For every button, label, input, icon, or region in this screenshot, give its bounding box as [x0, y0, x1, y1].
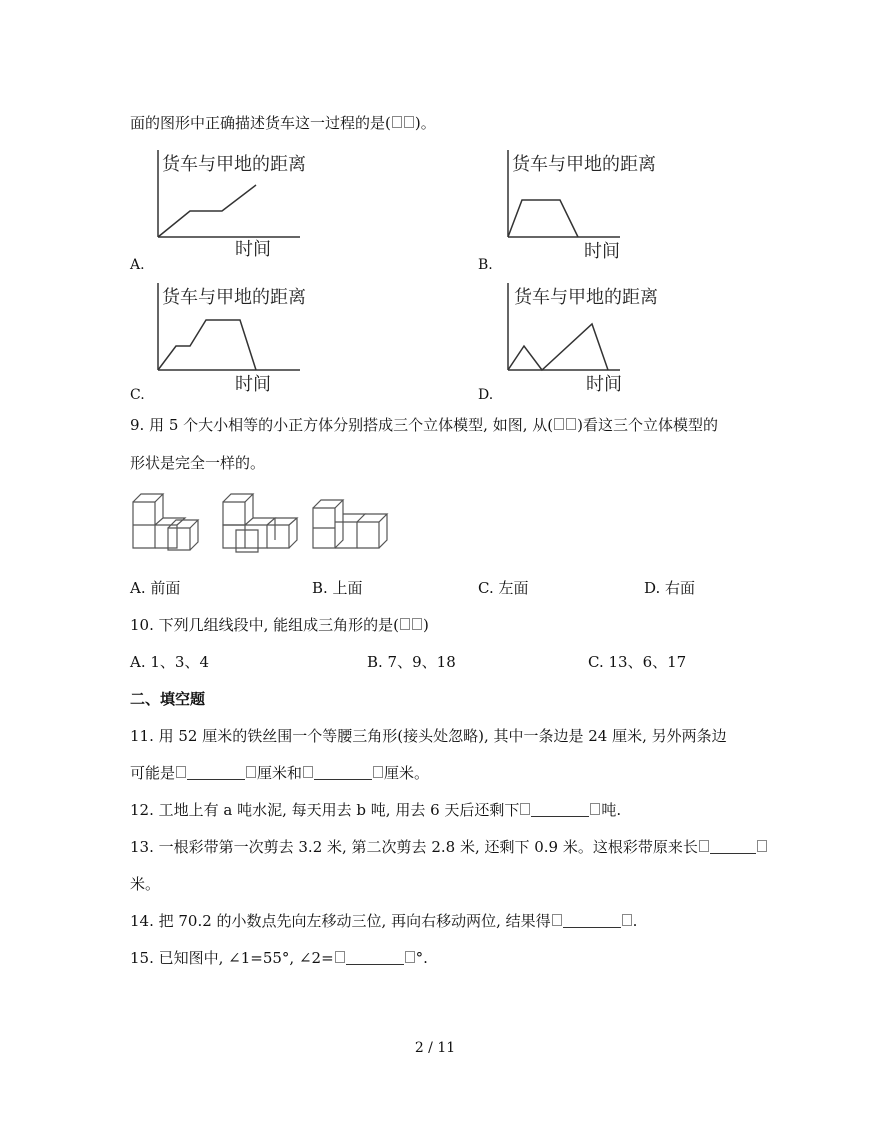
q9-option-d[interactable]: D. 右面 — [644, 579, 696, 597]
q8-option-d-label[interactable]: D. — [478, 387, 494, 403]
q10-option-a[interactable]: A. 1、3、4 — [130, 653, 209, 671]
q15-pre: 15. 已知图中, ∠1=55°, ∠2= — [130, 949, 334, 967]
q15 — [130, 948, 428, 968]
graph-ylabel: 货车与甲地的距离 — [514, 287, 658, 308]
answer-blank[interactable] — [563, 913, 621, 928]
q14-post: . — [632, 912, 638, 930]
graph-ylabel: 货车与甲地的距离 — [162, 287, 306, 308]
q8-stem-text: 面的图形中正确描述货车这一过程的是( — [130, 114, 391, 132]
q9-line1-pre: 9. 用 5 个大小相等的小正方体分别搭成三个立体模型, 如图, 从( — [130, 416, 554, 434]
answer-blank[interactable] — [710, 839, 756, 854]
blank-box — [520, 803, 530, 815]
blank-box — [405, 951, 415, 963]
page-number: 2 / 11 — [414, 1040, 456, 1056]
blank-box — [757, 840, 767, 852]
blank-box — [699, 840, 709, 852]
graph-xlabel: 时间 — [584, 241, 620, 262]
answer-blank-1[interactable] — [187, 765, 245, 780]
q10-option-c[interactable]: C. 13、6、17 — [588, 653, 687, 671]
q9-cube-models-figure — [128, 490, 398, 556]
answer-blank[interactable] — [346, 950, 404, 965]
q12-pre: 12. 工地上有 a 吨水泥, 每天用去 b 吨, 用去 6 天后还剩下 — [130, 801, 520, 819]
q10-stem-post: ) — [423, 616, 429, 634]
blank-box — [590, 803, 600, 815]
graph-ylabel: 货车与甲地的距离 — [162, 154, 306, 175]
blank-box — [373, 766, 383, 778]
blank-box — [176, 766, 186, 778]
q8-option-a-label[interactable]: A. — [130, 257, 145, 273]
graph-xlabel: 时间 — [235, 239, 271, 260]
q12-post: 吨. — [601, 801, 622, 819]
q12 — [130, 800, 621, 820]
blank-box — [335, 951, 345, 963]
q8-graph-b — [500, 145, 680, 265]
q9-stem-line2: 形状是完全一样的。 — [130, 454, 266, 472]
q10-stem-pre: 10. 下列几组线段中, 能组成三角形的是( — [130, 616, 400, 634]
blank-box — [392, 116, 402, 128]
blank-box — [400, 618, 410, 630]
blank-box — [552, 914, 562, 926]
q8-option-c-label[interactable]: C. — [130, 387, 145, 403]
blank-box — [404, 116, 414, 128]
q13-pre: 13. 一根彩带第一次剪去 3.2 米, 第二次剪去 2.8 米, 还剩下 0.9 米。这根彩带原来长 — [130, 838, 698, 856]
q9-option-a[interactable]: A. 前面 — [130, 579, 181, 597]
q8-option-b-label[interactable]: B. — [478, 257, 493, 273]
q15-post: °. — [415, 949, 428, 967]
q10-stem — [130, 615, 429, 635]
q9-line1-post: )看这三个立体模型的 — [577, 416, 718, 434]
q9-option-b[interactable]: B. 上面 — [312, 579, 363, 597]
graph-xlabel: 时间 — [235, 374, 271, 395]
graph-ylabel: 货车与甲地的距离 — [512, 154, 656, 175]
q8-stem — [130, 113, 436, 133]
blank-box — [246, 766, 256, 778]
q8-stem-tail: )。 — [414, 114, 436, 132]
q8-graph-a — [150, 145, 330, 265]
q11-line2-post: 厘米。 — [384, 764, 430, 782]
answer-blank[interactable] — [531, 802, 589, 817]
q10-option-b[interactable]: B. 7、9、18 — [367, 653, 456, 671]
answer-blank-2[interactable] — [314, 765, 372, 780]
section-heading-fill-blank: 二、填空题 — [130, 690, 206, 708]
blank-box — [412, 618, 422, 630]
graph-xlabel: 时间 — [586, 374, 622, 395]
q13-line1 — [130, 837, 768, 857]
q13-line2: 米。 — [130, 875, 161, 893]
q11-line2-mid: 厘米和 — [257, 764, 303, 782]
q14 — [130, 911, 637, 931]
blank-box — [303, 766, 313, 778]
q8-graph-d — [500, 278, 680, 398]
blank-box — [566, 418, 576, 430]
q14-pre: 14. 把 70.2 的小数点先向左移动三位, 再向右移动两位, 结果得 — [130, 912, 551, 930]
q9-stem-line1 — [130, 415, 718, 435]
q11-line1: 11. 用 52 厘米的铁丝围一个等腰三角形(接头处忽略), 其中一条边是 24 厘米, 另外两条边 — [130, 727, 727, 745]
q11-line2-pre: 可能是 — [130, 764, 176, 782]
q11-line2 — [130, 763, 429, 783]
blank-box — [622, 914, 632, 926]
q8-graph-c — [150, 278, 330, 398]
blank-box — [554, 418, 564, 430]
q9-option-c[interactable]: C. 左面 — [478, 579, 529, 597]
